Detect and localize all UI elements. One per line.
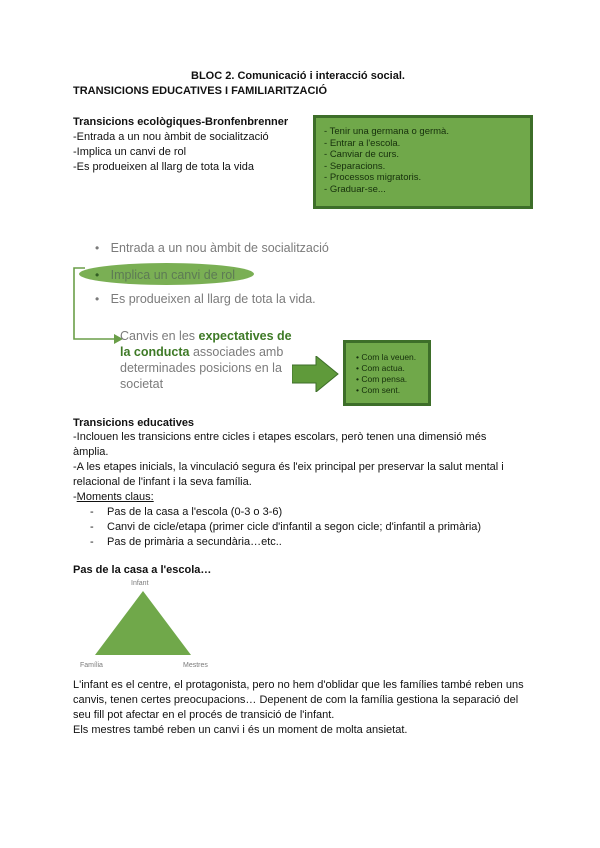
example-item: - Entrar a l'escola. (324, 137, 401, 149)
diagram-bullet-1: • Entrada a un nou àmbit de socialització (95, 241, 329, 255)
pas-heading: Pas de la casa a l'escola… (73, 564, 212, 576)
pas-p1: L'infant es el centre, el protagonista, pero no hem d'oblidar que les famílies també reben uns canvis, tenen certes preocupacions… Depenent de com la família gestiona la separació del seu fill pot afectar en el procés de transició de l'infant. (73, 679, 524, 721)
expectations-text: Canvis en les expectatives de la conducta associades amb determinades posicions en la societat (120, 329, 292, 391)
list-item: - Pas de primària a secundària…etc.. (90, 536, 282, 548)
list-item: - Pas de la casa a l'escola (0-3 o 3-6) (90, 506, 283, 518)
page-subtitle: TRANSICIONS EDUCATIVES I FAMILIARITZACIÓ (73, 85, 328, 97)
moments-list (90, 505, 530, 550)
pas-p2: Els mestres també reben un canvi i és un moment de molta ansietat. (73, 724, 408, 736)
triangle-diagram (93, 589, 193, 659)
transition-diagram (0, 230, 600, 400)
educ-heading: Transicions educatives (73, 417, 195, 429)
examples-box (313, 115, 533, 209)
example-item: - Processos migratoris. (324, 172, 422, 183)
perception-item: • Com sent. (356, 385, 401, 395)
eco-line: -Entrada a un nou àmbit de socialització (73, 131, 269, 143)
eco-line: -Implica un canvi de rol (73, 146, 187, 158)
page-title: BLOC 2. Comunicació i interacció social. (191, 70, 405, 82)
eco-heading: Transicions ecològiques-Bronfenbrenner (73, 116, 289, 128)
triangle-shape (95, 591, 191, 655)
perception-item: • Com la veuen. (356, 352, 417, 362)
example-item: - Canviar de curs. (324, 149, 399, 160)
example-item: - Separacions. (324, 160, 386, 172)
example-item: - Graduar-se... (324, 183, 386, 195)
list-item: - Canvi de cicle/etapa (primer cicle d'infantil a segon cicle; d'infantil a primària) (90, 521, 482, 533)
educ-p2: -A les etapes inicials, la vinculació segura és l'eix principal per preservar la salut mental i relacional de l'infant i la seva família. (73, 461, 504, 488)
diagram-bullet-3: • Es produeixen al llarg de tota la vida. (95, 292, 316, 306)
moments-label: -Moments claus: (73, 491, 154, 503)
educ-p1: -Inclouen les transicions entre cicles i etapes escolars, però tenen una dimensió més àmplia. (73, 431, 487, 458)
perception-item: • Com actua. (356, 363, 405, 373)
triangle-label-top: Infant (131, 580, 149, 587)
right-arrow-icon (292, 356, 342, 392)
diagram-bullet-2: • Implica un canvi de rol (95, 268, 236, 282)
eco-list (73, 130, 303, 175)
example-item: - Tenir una germana o germà. (324, 126, 449, 137)
triangle-label-right: Mestres (183, 662, 208, 669)
perception-item: • Com pensa. (356, 374, 408, 384)
perception-box (343, 340, 431, 406)
triangle-label-left: Família (80, 662, 103, 669)
eco-line: -Es produeixen al llarg de tota la vida (73, 161, 254, 173)
